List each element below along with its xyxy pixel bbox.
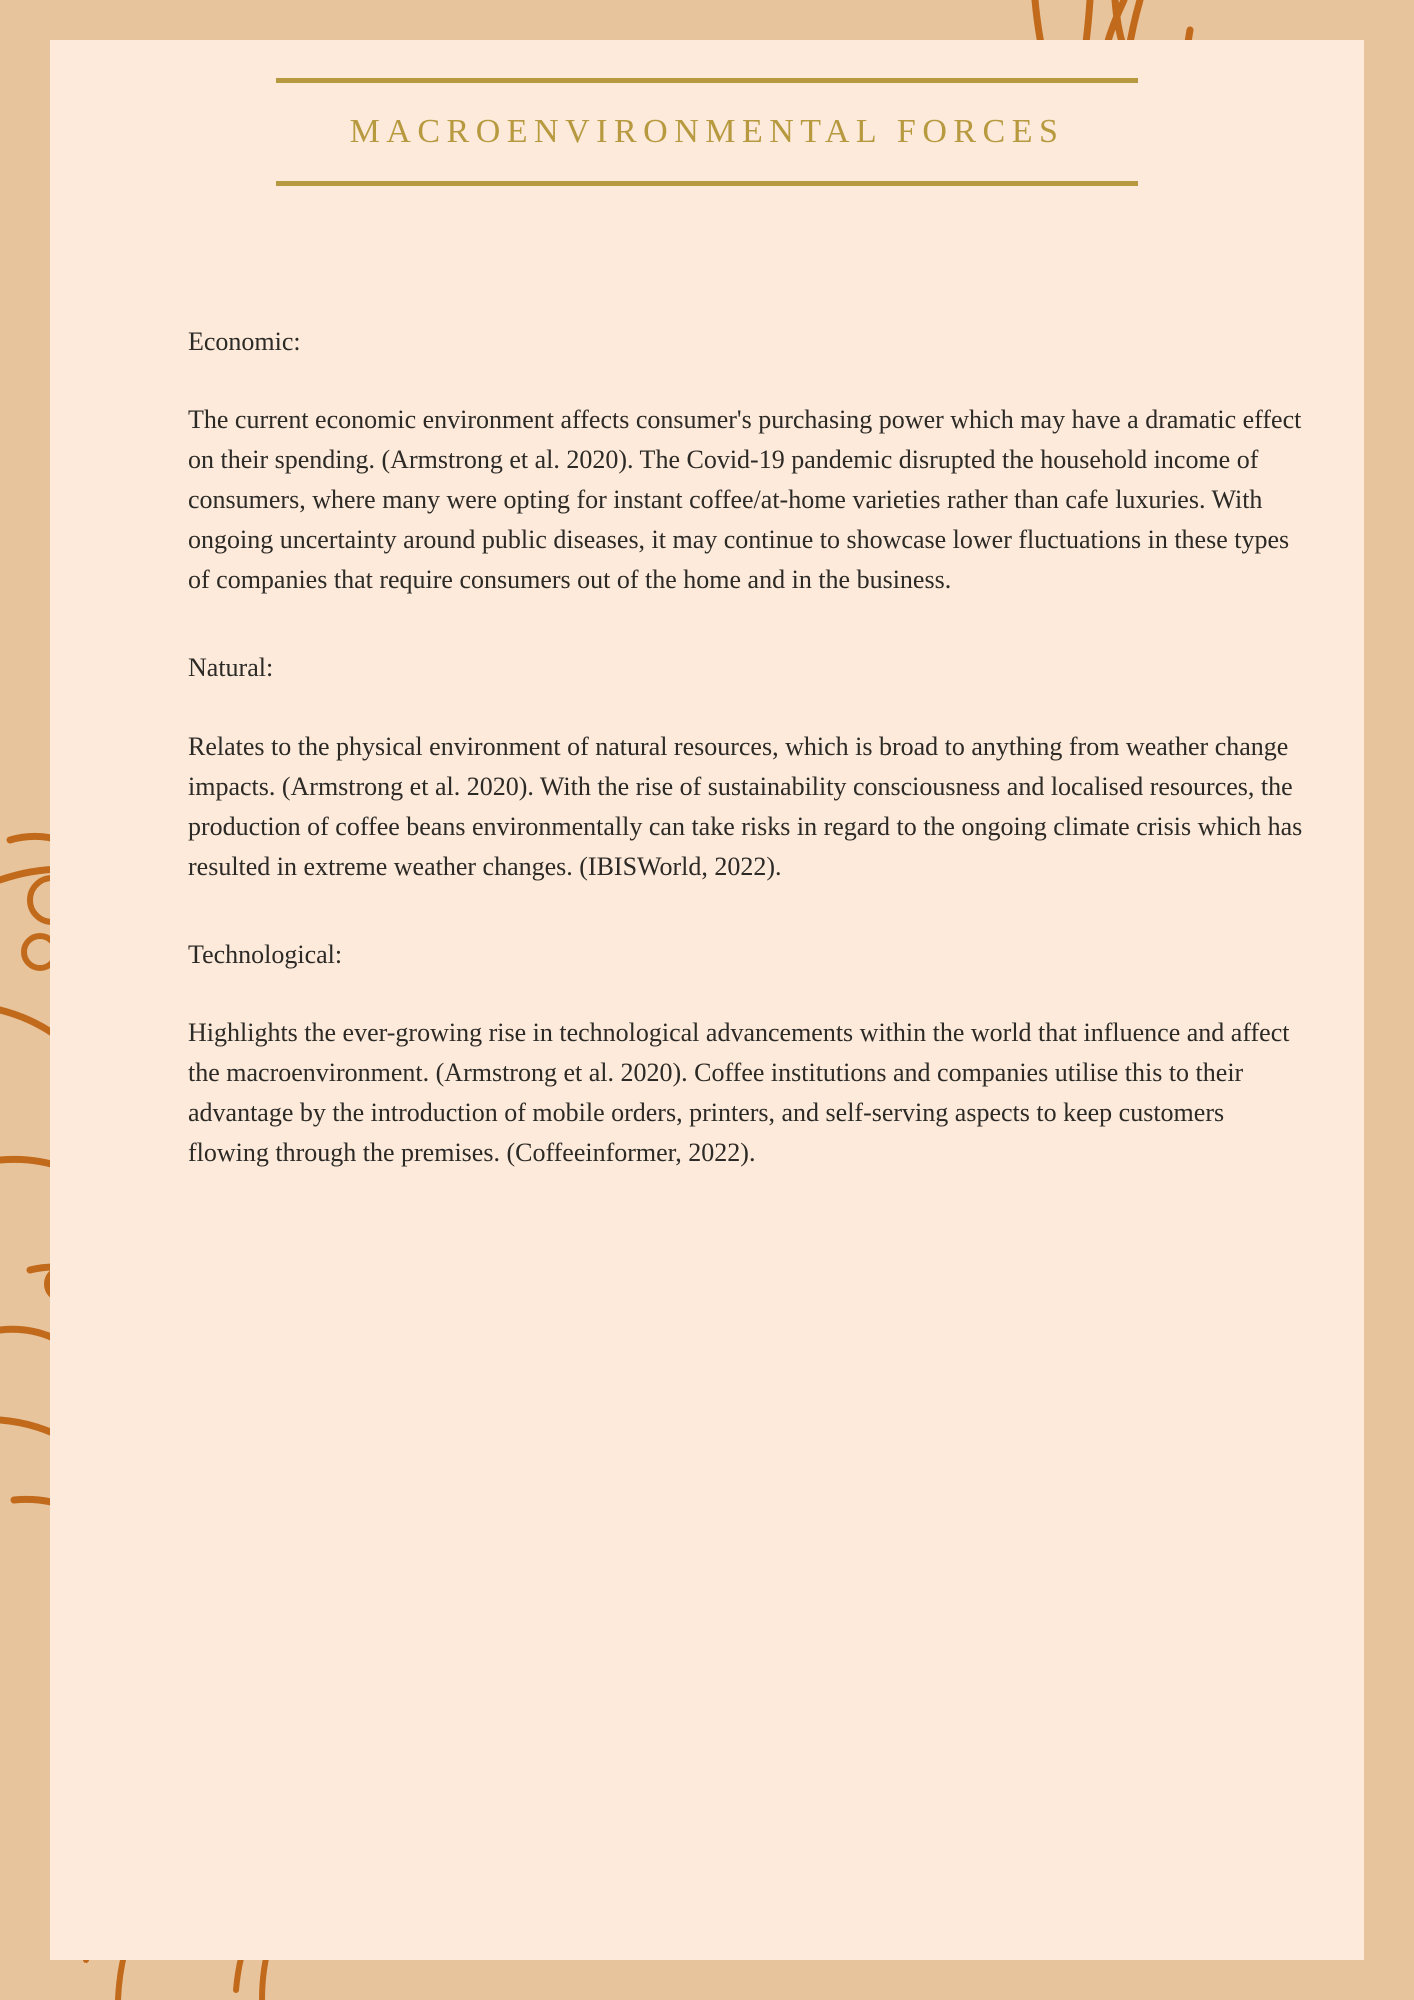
section-heading: Technological:: [188, 939, 343, 969]
section-heading: Natural:: [188, 653, 274, 683]
section-body: Relates to the physical environment of natural resources, which is broad to anything from weather change impacts. (Armstrong et al. 2020). With the rise of sustainability consciousness and localised resources, the production of coffee beans environmentally can take risks in regard to the ongoing climate crisis which has resulted in extreme weather changes. (IBISWorld, 2022).: [188, 731, 1303, 881]
section-body: The current economic environment affects consumer's purchasing power which may have a dramatic effect on their spending. (Armstrong et al. 2020). The Covid-19 pandemic disrupted the household income of consumers, where many were opting for instant coffee/at-home varieties rather than cafe luxuries. With ongoing uncertainty around public diseases, it may continue to showcase lower fluctuations in these types of companies that require consumers out of the home and in the business.: [188, 405, 1302, 595]
section-body: Highlights the ever-growing rise in technological advancements within the world that influence and affect the macroenvironment. (Armstrong et al. 2020). Coffee institutions and companies utilise this to their advantage by the introduction of mobile orders, printers, and self-serving aspects to keep customers flowing through the premises. (Coffeeinformer, 2022).: [188, 1018, 1290, 1168]
document-content: [188, 322, 1310, 1173]
section-economic: [188, 322, 1310, 600]
title-block: [276, 78, 1138, 186]
section-technological: [188, 935, 1310, 1173]
section-natural: [188, 648, 1310, 886]
title-rule-bottom: [276, 181, 1138, 186]
page-title: MACROENVIRONMENTAL FORCES: [349, 113, 1065, 150]
section-heading: Economic:: [188, 327, 301, 356]
document-page: [50, 40, 1364, 1960]
